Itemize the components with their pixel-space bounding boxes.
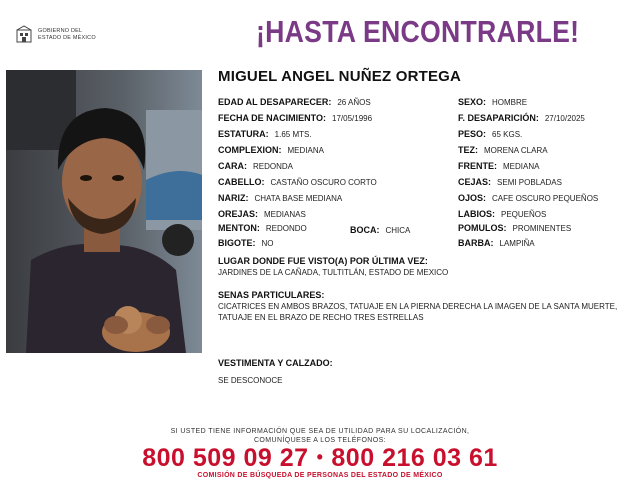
- field-beard: [458, 238, 535, 249]
- field-label: BIGOTE:: [218, 238, 256, 248]
- field-value: PEQUEÑOS: [501, 210, 547, 219]
- field-label: CARA:: [218, 161, 247, 171]
- field-label: TEZ:: [458, 145, 478, 155]
- field-value: PROMINENTES: [512, 224, 572, 233]
- state-seal-icon: [14, 25, 34, 45]
- field-value: CHATA BASE MEDIANA: [254, 194, 343, 203]
- field-lips: [458, 209, 546, 220]
- field-value: MEDIANA: [287, 146, 324, 155]
- field-chin: [218, 223, 307, 234]
- field-birthdate: [218, 113, 372, 124]
- headline: ¡HASTA ENCONTRARLE!: [256, 14, 580, 49]
- last-seen-label: LUGAR DONDE FUE VISTO(A) POR ÚLTIMA VEZ:: [218, 256, 428, 266]
- field-label: BOCA:: [350, 225, 380, 235]
- field-label: EDAD AL DESAPARECER:: [218, 97, 332, 107]
- features-value: CICATRICES EN AMBOS BRAZOS, TATUAJE EN LA PIERNA DERECHA LA IMAGEN DE LA SANTA MUERTE, TATUAJE EN EL BRAZO DE RECHO TRES ESTRELLAS: [218, 302, 618, 322]
- field-value: CHICA: [385, 226, 411, 235]
- field-weight: [458, 129, 522, 140]
- commission-name: COMISIÓN DE BÚSQUEDA DE PERSONAS DEL ESTADO DE MÉXICO: [197, 472, 443, 479]
- field-value: NO: [261, 239, 274, 248]
- logo-line-2: ESTADO DE MÉXICO: [38, 35, 96, 41]
- phone-number-2: 800 216 03 61: [331, 444, 498, 472]
- logo-text: [38, 28, 96, 42]
- field-value: 17/05/1996: [332, 114, 373, 123]
- field-label: ESTATURA:: [218, 129, 269, 139]
- field-label: NARIZ:: [218, 193, 249, 203]
- person-name: MIGUEL ANGEL NUÑEZ ORTEGA: [218, 68, 462, 85]
- field-ears: [218, 209, 306, 220]
- field-height: [218, 129, 312, 140]
- field-face: [218, 161, 293, 172]
- field-eyebrows: [458, 177, 562, 188]
- field-age: [218, 97, 371, 108]
- field-value: CASTAÑO OSCURO CORTO: [270, 178, 377, 187]
- field-forehead: [458, 161, 539, 172]
- contact-note-line-2: COMUNÍQUESE A LOS TELÉFONOS:: [253, 437, 387, 444]
- field-label: FECHA DE NACIMIENTO:: [218, 113, 326, 123]
- field-value: 27/10/2025: [544, 114, 585, 123]
- field-value: REDONDA: [253, 162, 294, 171]
- field-cheekbones: [458, 223, 571, 234]
- field-label: F. DESAPARICIÓN:: [458, 113, 539, 123]
- field-value: CAFE OSCURO PEQUEÑOS: [492, 194, 599, 203]
- field-nose: [218, 193, 342, 204]
- field-disappearance-date: [458, 113, 585, 124]
- field-label: POMULOS:: [458, 223, 507, 233]
- field-label: PESO:: [458, 129, 487, 139]
- field-label: OREJAS:: [218, 209, 259, 219]
- field-value: 65 KGS.: [492, 130, 523, 139]
- field-hair: [218, 177, 377, 188]
- field-value: MEDIANA: [503, 162, 540, 171]
- contact-note-line-1: SI USTED TIENE INFORMACIÓN QUE SEA DE UTILIDAD PARA SU LOCALIZACIÓN,: [170, 428, 470, 435]
- field-label: COMPLEXION:: [218, 145, 282, 155]
- field-value: REDONDO: [265, 224, 307, 233]
- field-mouth: [350, 225, 410, 236]
- field-complexion: [458, 145, 548, 156]
- field-value: MEDIANAS: [264, 210, 306, 219]
- missing-person-photo: [6, 70, 202, 353]
- field-eyes: [458, 193, 598, 204]
- field-value: MORENA CLARA: [484, 146, 548, 155]
- field-value: LAMPIÑA: [499, 239, 535, 248]
- phone-numbers: [0, 444, 640, 473]
- logo-line-1: GOBIERNO DEL: [38, 28, 83, 34]
- features-label: SENAS PARTICULARES:: [218, 290, 325, 300]
- person-photo-image: [6, 70, 202, 353]
- field-label: BARBA:: [458, 238, 494, 248]
- field-label: MENTON:: [218, 223, 260, 233]
- field-value: 1.65 MTS.: [274, 130, 312, 139]
- clothing-value: SE DESCONOCE: [218, 376, 283, 385]
- field-value: 26 AÑOS: [337, 98, 371, 107]
- field-value: SEMI POBLADAS: [497, 178, 562, 187]
- field-build: [218, 145, 324, 156]
- field-sex: [458, 97, 527, 108]
- field-label: OJOS:: [458, 193, 487, 203]
- phone-number-1: 800 509 09 27: [142, 444, 309, 472]
- government-logo: [14, 24, 124, 46]
- field-label: LABIOS:: [458, 209, 495, 219]
- field-label: SEXO:: [458, 97, 487, 107]
- field-value: HOMBRE: [492, 98, 528, 107]
- field-label: FRENTE:: [458, 161, 497, 171]
- field-label: CABELLO:: [218, 177, 265, 187]
- phone-separator: •: [316, 447, 324, 467]
- field-mustache: [218, 238, 274, 249]
- last-seen-value: JARDINES DE LA CAÑADA, TULTITLÁN, ESTADO DE MEXICO: [218, 268, 449, 277]
- field-label: CEJAS:: [458, 177, 492, 187]
- clothing-label: VESTIMENTA Y CALZADO:: [218, 358, 333, 368]
